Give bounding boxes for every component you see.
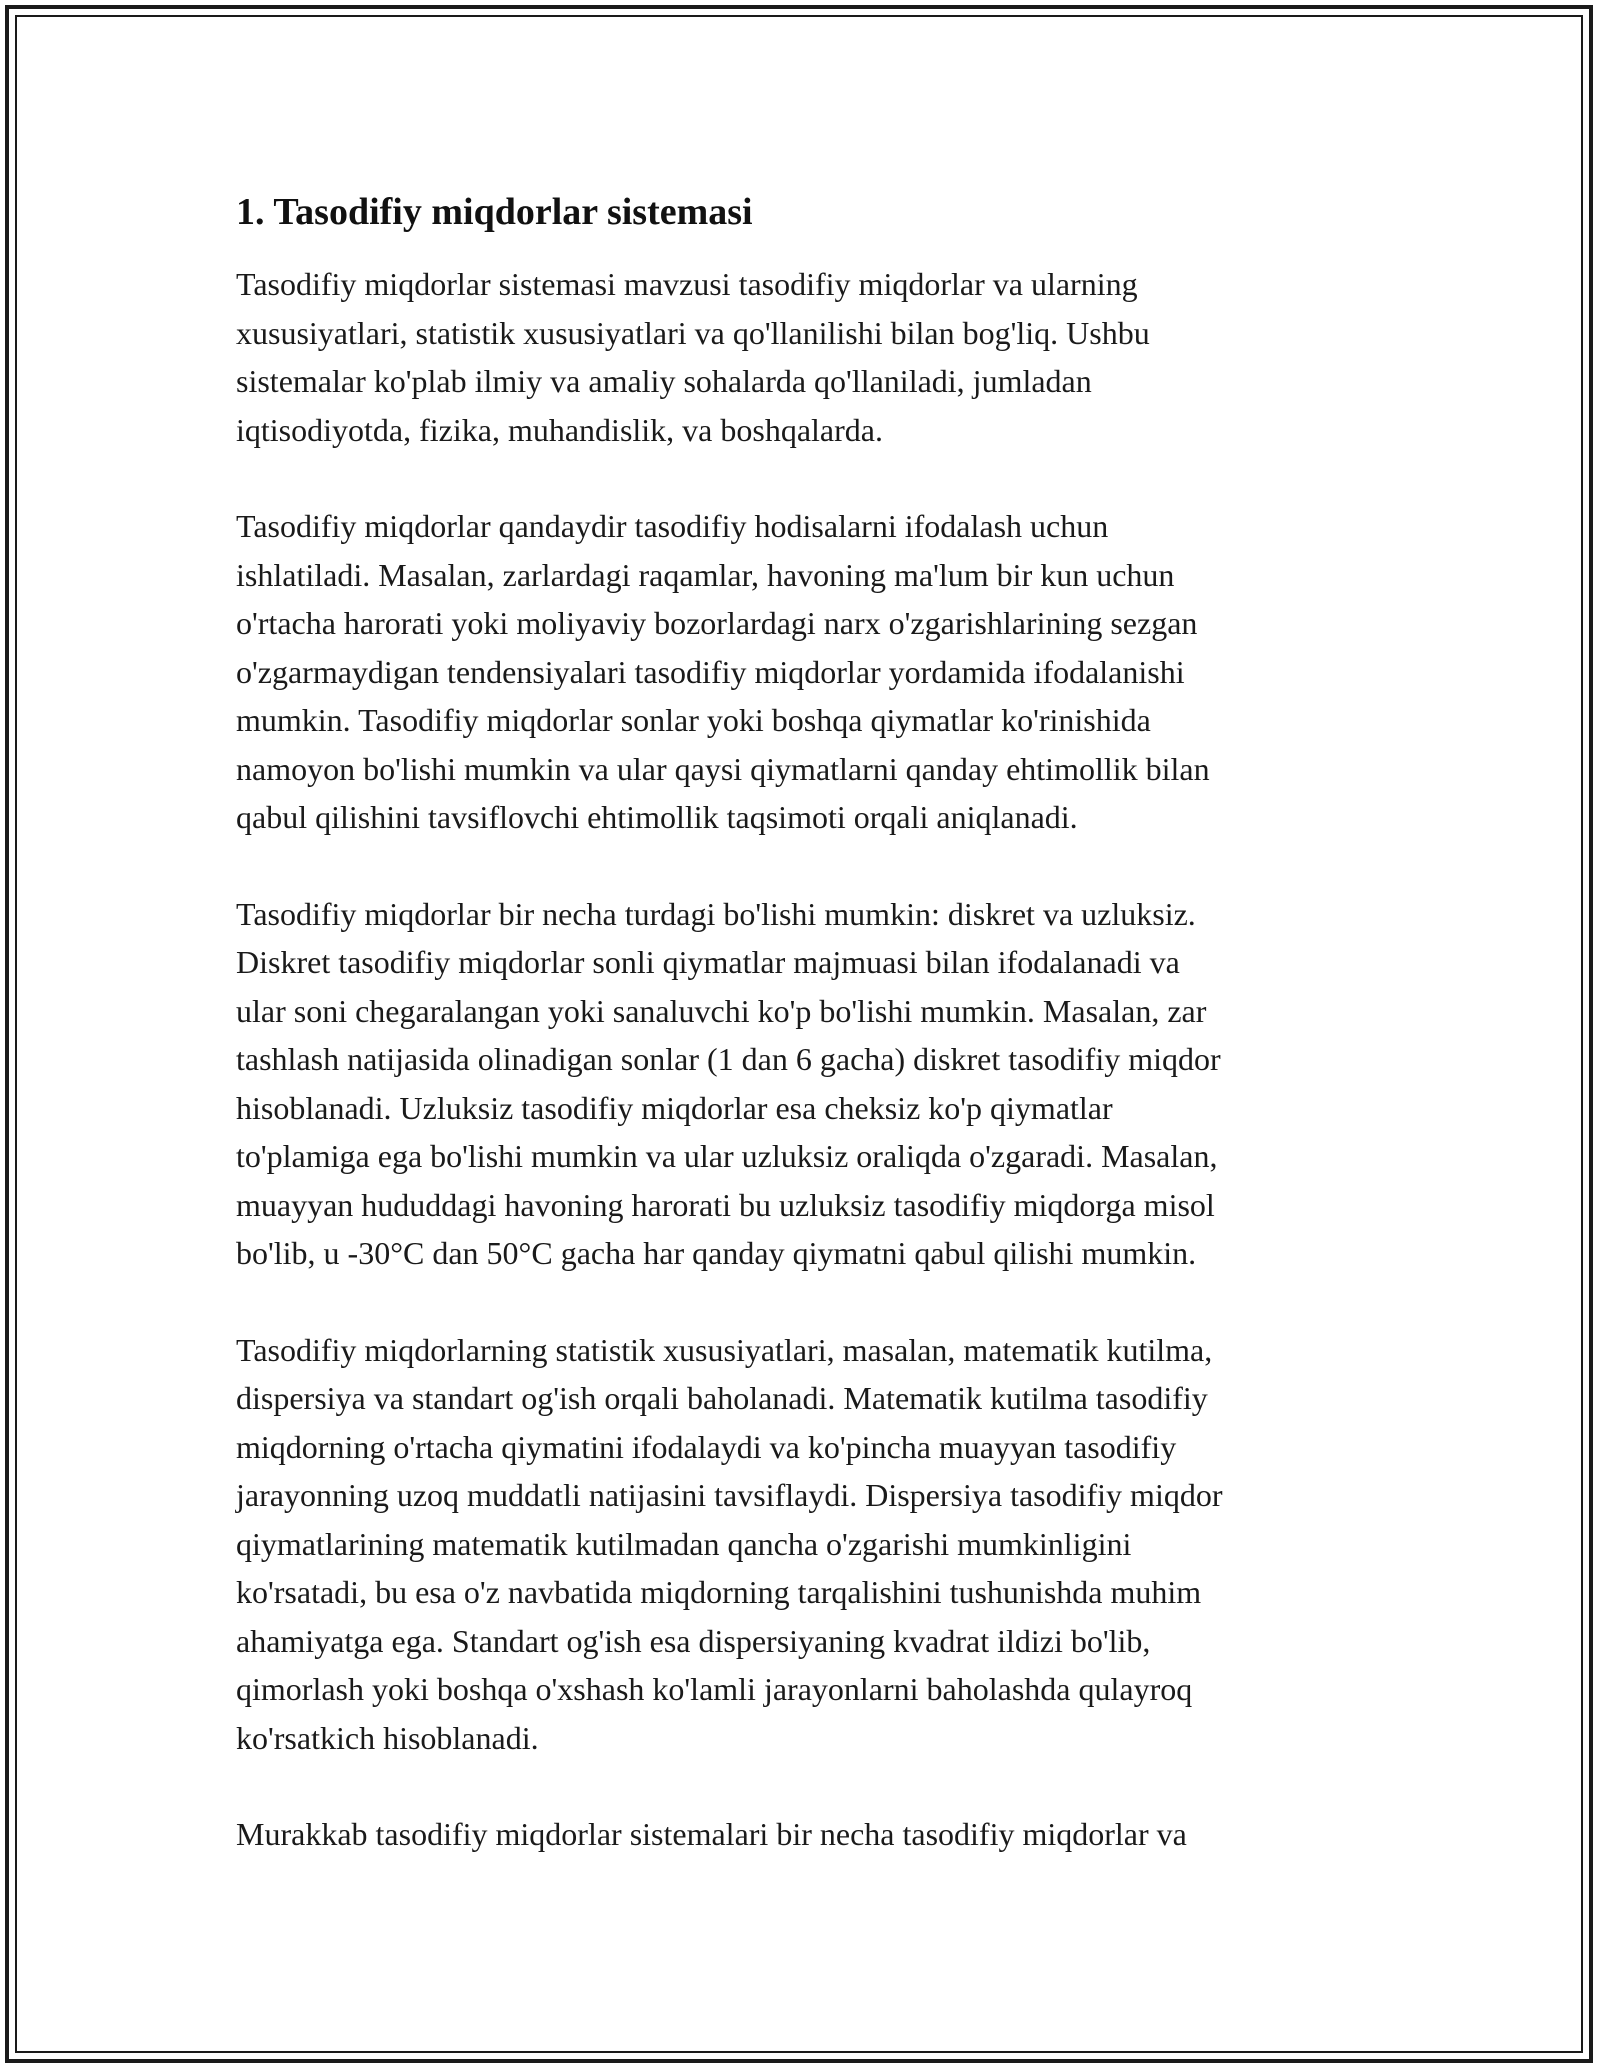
document-body: [236, 186, 1376, 1907]
paragraph-1: Tasodifiy miqdorlar sistemasi mavzusi tasodifiy miqdorlar va ularning xususiyatlari, statistik xususiyatlari va qo'llanilishi bilan bog'liq. Ushbu sistemalar ko'plab ilmiy va amaliy sohalarda qo'llaniladi, jumladan iqtisodiyotda, fizika, muhandislik, va boshqalarda.: [236, 266, 1150, 448]
paragraph-2: Tasodifiy miqdorlar qandaydir tasodifiy hodisalarni ifodalash uchun ishlatiladi. Masalan, zarlardagi raqamlar, havoning ma'lum bir kun uchun o'rtacha harorati yoki moliyaviy bozorlardagi narx o'zgarishlarining sezgan o'zgarmaydigan tendensiyalari tasodifiy miqdorlar yordamida ifodalanishi mumkin. Tasodifiy miqdorlar sonlar yoki boshqa qiymatlar ko'rinishida namoyon bo'lishi mumkin va ular qaysi qiymatlarni qanday ehtimollik bilan qabul qilishini tavsiflovchi ehtimollik taqsimoti orqali aniqlanadi.: [236, 508, 1210, 835]
paragraph-4: Tasodifiy miqdorlarning statistik xususiyatlari, masalan, matematik kutilma, dispersiya va standart og'ish orqali baholanadi. Matematik kutilma tasodifiy miqdorning o'rtacha qiymatini ifodalaydi va ko'pincha muayyan tasodifiy jarayonning uzoq muddatli natijasini tavsiflaydi. Dispersiya tasodifiy miqdor qiymatlarining matematik kutilmadan qancha o'zgarishi mumkinligini ko'rsatadi, bu esa o'z navbatida miqdorning tarqalishini tushunishda muhim ahamiyatga ega. Standart og'ish esa dispersiyaning kvadrat ildizi bo'lib, qimorlash yoki boshqa o'xshash ko'lamli jarayonlarni baholashda qulayroq ko'rsatkich hisoblanadi.: [236, 1331, 1223, 1756]
section-heading: 1. Tasodifiy miqdorlar sistemasi: [236, 191, 753, 233]
paragraph-3: Tasodifiy miqdorlar bir necha turdagi bo'lishi mumkin: diskret va uzluksiz. Diskret tasodifiy miqdorlar sonli qiymatlar majmuasi bilan ifodalanadi va ular soni chegaralangan yoki sanaluvchi ko'p bo'lishi mumkin. Masalan, zar tashlash natijasida olinadigan sonlar (1 dan 6 gacha) diskret tasodifiy miqdor hisoblanadi. Uzluksiz tasodifiy miqdorlar esa cheksiz ko'p qiymatlar to'plamiga ega bo'lishi mumkin va ular uzluksiz oraliqda o'zgaradi. Masalan, muayyan hududdagi havoning harorati bu uzluksiz tasodifiy miqdorga misol bo'lib, u -30°C dan 50°C gacha har qanday qiymatni qabul qilishi mumkin.: [236, 895, 1221, 1271]
paragraph-5: Murakkab tasodifiy miqdorlar sistemalari bir necha tasodifiy miqdorlar va: [236, 1816, 1187, 1852]
